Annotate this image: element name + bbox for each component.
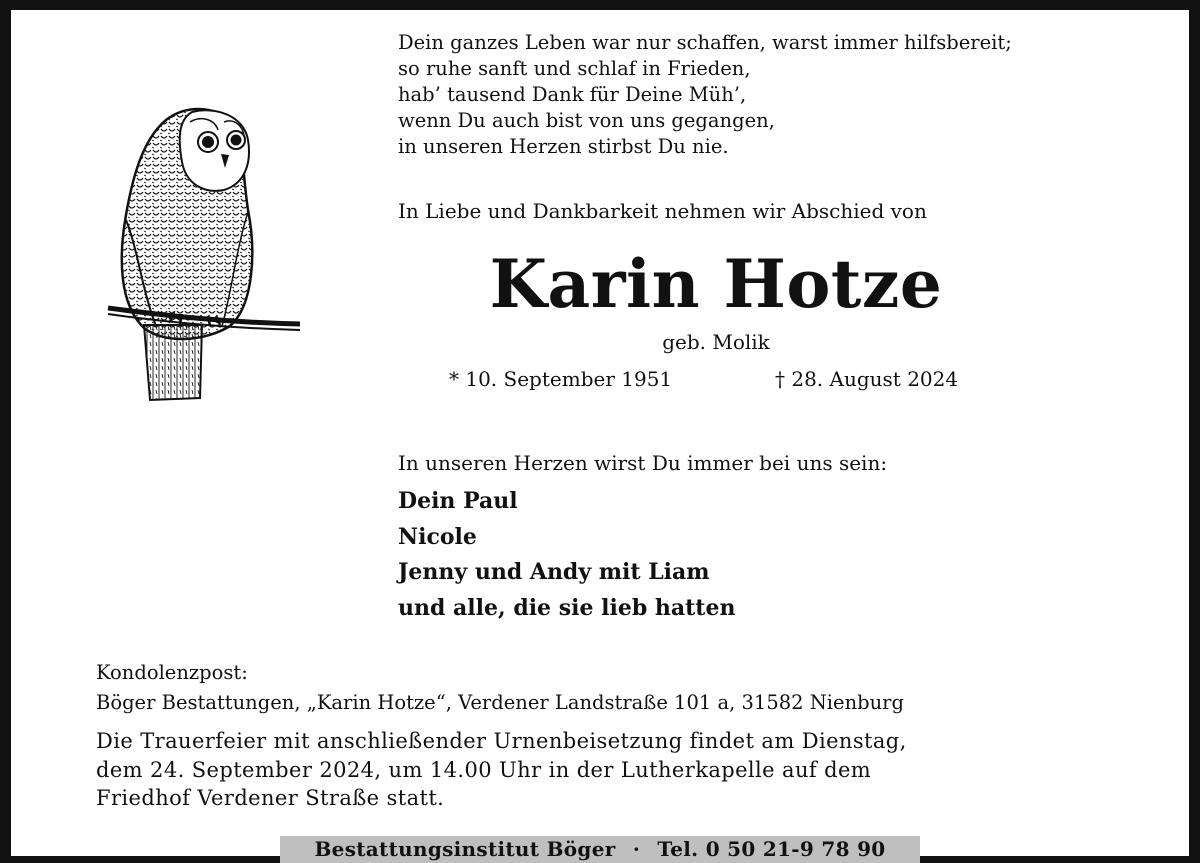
hearts-line: In unseren Herzen wirst Du immer bei uns sein:: [398, 451, 888, 475]
condolence-block: [96, 658, 904, 718]
poem-line: hab’ tausend Dank für Deine Müh’,: [398, 83, 747, 106]
funeral-service-info: [96, 727, 907, 813]
poem-line: Dein ganzes Leben war nur schaffen, warst immer hilfsbereit;: [398, 31, 1012, 54]
birth-date: * 10. September 1951: [449, 367, 673, 391]
poem-line: in unseren Herzen stirbst Du nie.: [398, 135, 729, 158]
mourner: Jenny und Andy mit Liam: [398, 559, 710, 585]
maiden-name: geb. Molik: [662, 330, 770, 354]
service-line: Die Trauerfeier mit anschließender Urnenbeisetzung findet am Dienstag,: [96, 729, 907, 753]
deceased-name: Karin Hotze: [489, 245, 943, 323]
condolence-label: Kondolenzpost:: [96, 661, 248, 684]
service-line: Friedhof Verdener Straße statt.: [96, 786, 445, 810]
farewell-intro: In Liebe und Dankbarkeit nehmen wir Abschied von: [398, 199, 927, 223]
mourners-list: [398, 484, 735, 626]
service-line: dem 24. September 2024, um 14.00 Uhr in der Lutherkapelle auf dem: [96, 757, 872, 782]
mourner: Nicole: [398, 523, 477, 550]
funeral-home-footer: [280, 836, 920, 863]
funeral-home-name: Bestattungsinstitut Böger: [314, 837, 616, 861]
mourner: Dein Paul: [398, 488, 518, 514]
condolence-address: Böger Bestattungen, „Karin Hotze“, Verdener Landstraße 101 a, 31582 Nienburg: [96, 691, 904, 714]
funeral-home-phone: Tel. 0 50 21-9 78 90: [657, 837, 886, 861]
death-date: † 28. August 2024: [775, 367, 959, 391]
footer-separator: ·: [632, 837, 641, 861]
poem: [398, 30, 1012, 160]
poem-line: wenn Du auch bist von uns gegangen,: [398, 109, 775, 132]
poem-line: so ruhe sanft und schlaf in Frieden,: [398, 57, 751, 80]
mourner: und alle, die sie lieb hatten: [398, 594, 736, 621]
